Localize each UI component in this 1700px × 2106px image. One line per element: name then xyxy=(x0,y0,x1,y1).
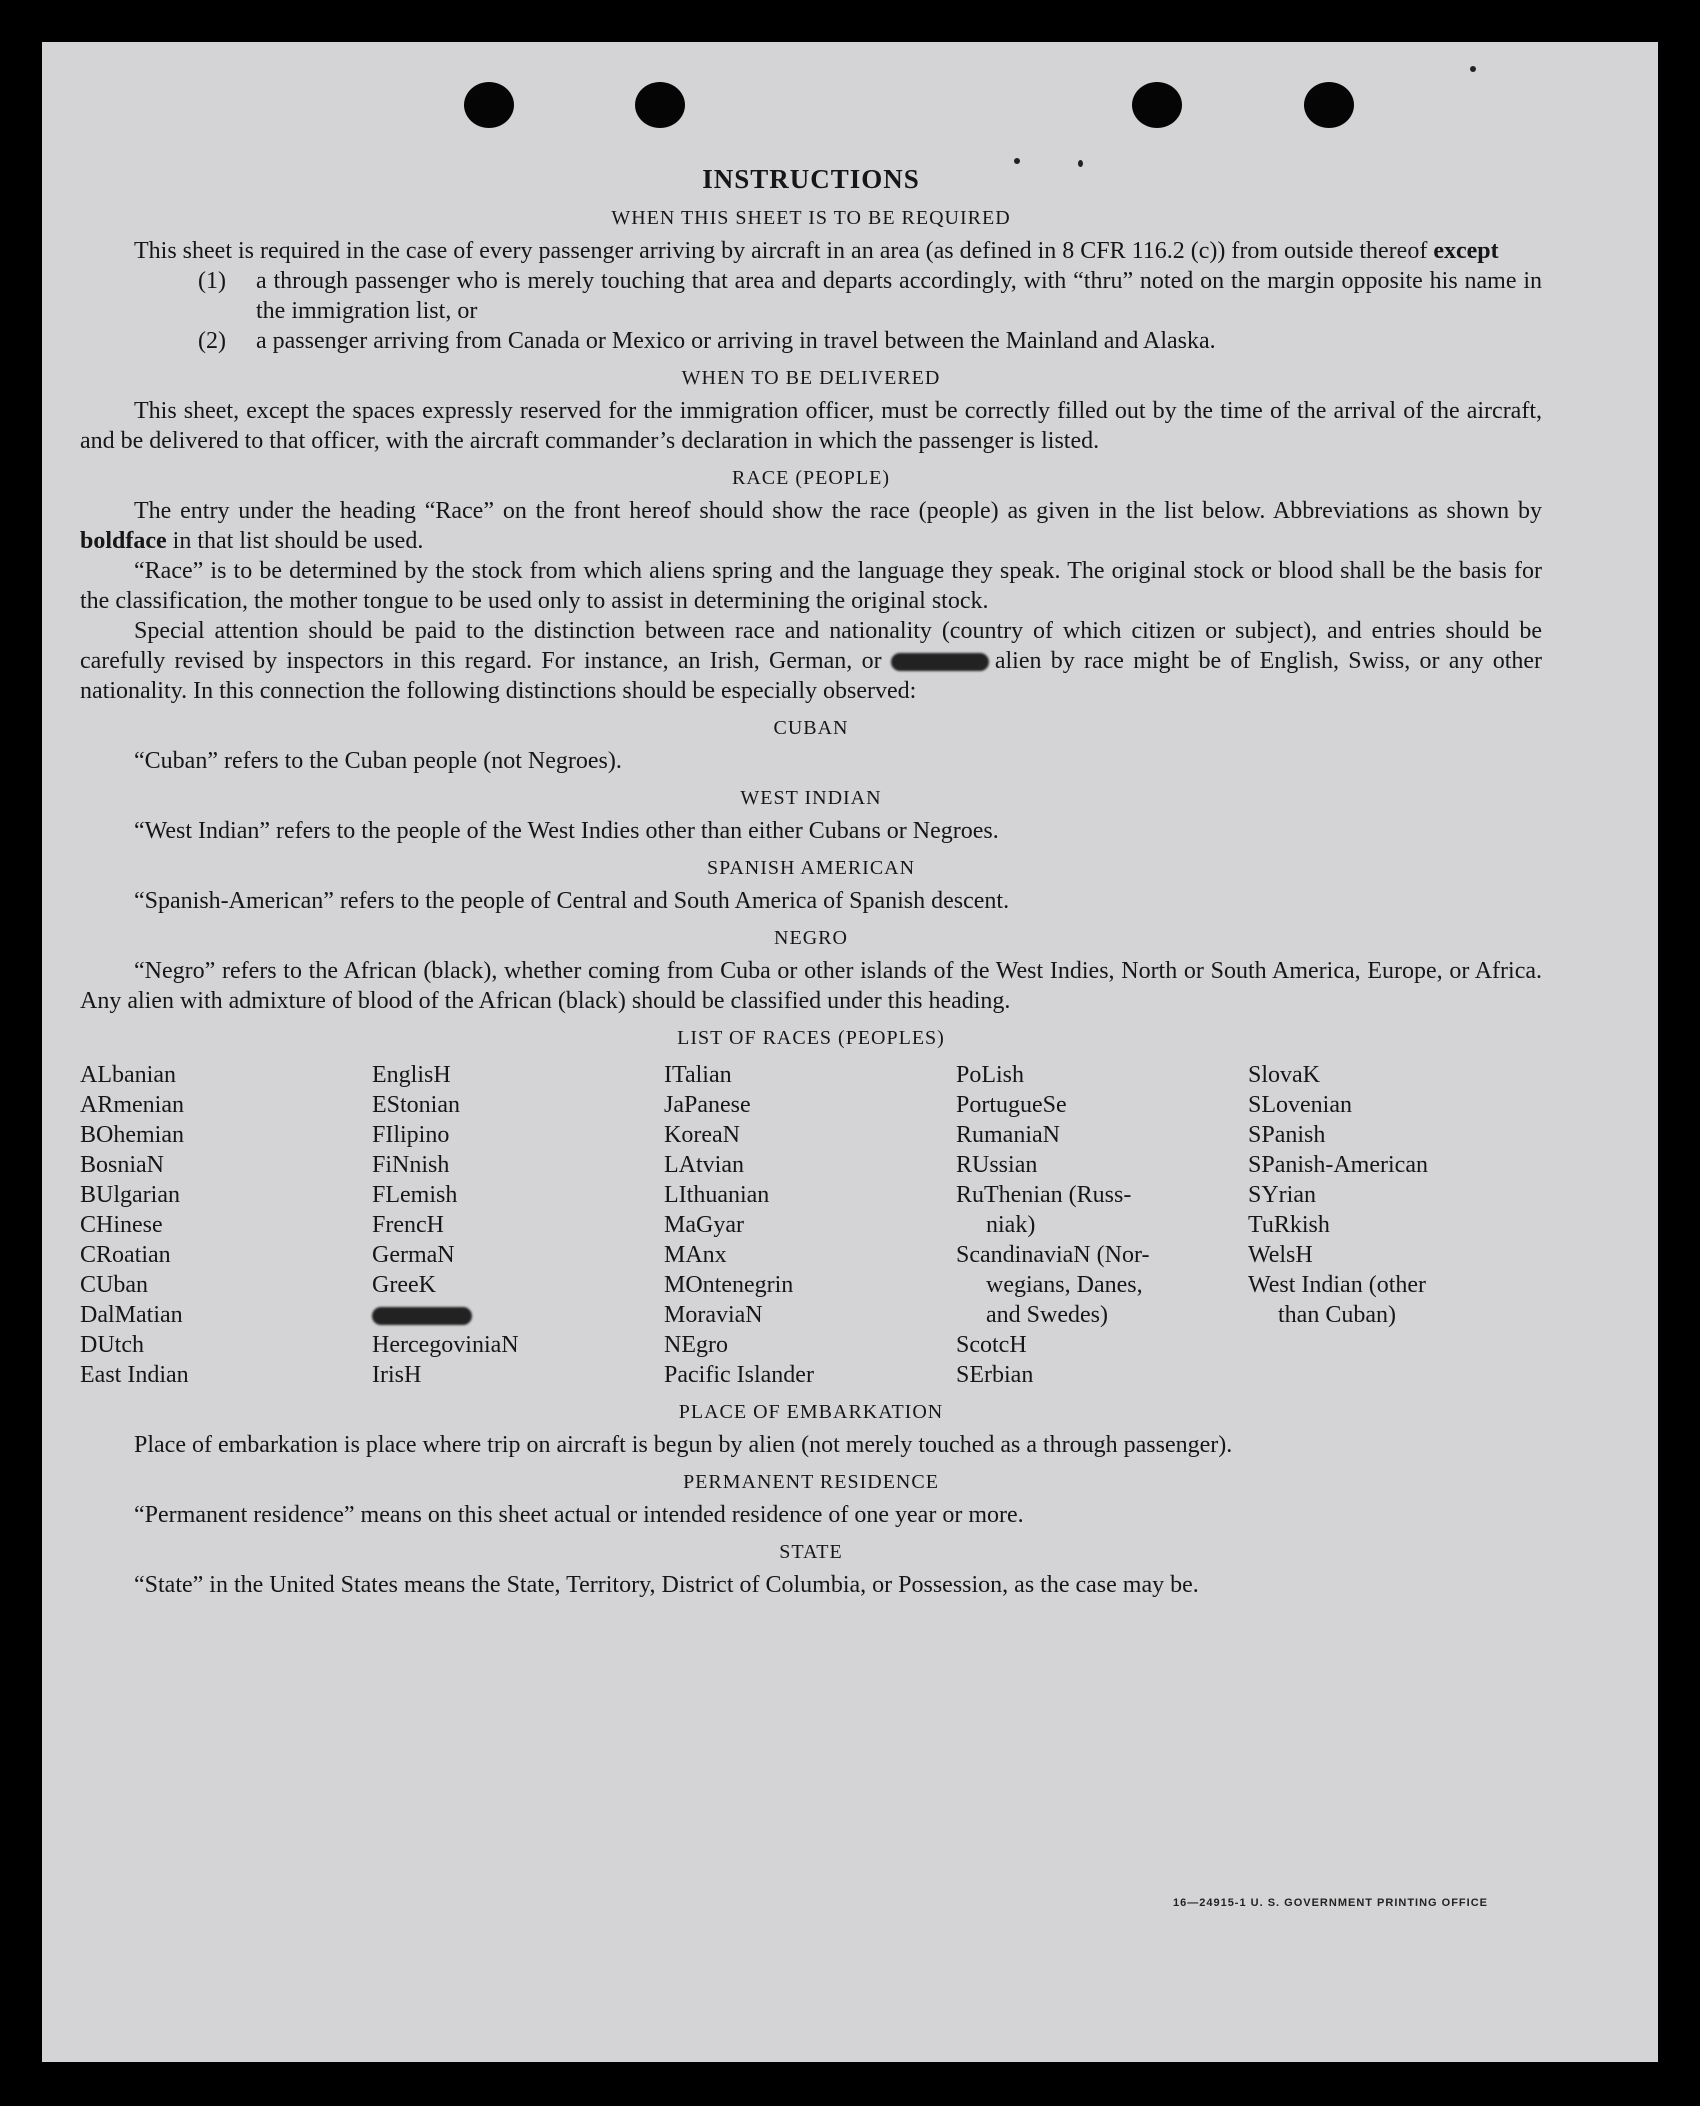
west-indian-text: “West Indian” refers to the people of the West Indies other than either Cubans or Negroes. xyxy=(134,818,999,844)
race-column xyxy=(956,1060,1248,1390)
race-column xyxy=(80,1060,372,1390)
race-entry: FLemish xyxy=(372,1182,458,1208)
speck xyxy=(1470,66,1476,72)
race-entry: FrencH xyxy=(372,1212,444,1238)
race-entry: SErbian xyxy=(956,1362,1034,1388)
race-entry: BUlgarian xyxy=(80,1182,180,1208)
heading-spanish-american: SPANISH AMERICAN xyxy=(706,857,916,879)
race-column xyxy=(372,1060,664,1390)
heading-cuban: CUBAN xyxy=(773,717,849,739)
race-entry: BosniaN xyxy=(80,1152,164,1178)
race-entry: FiNnish xyxy=(372,1152,450,1178)
race-entry-continued: than Cuban) xyxy=(1278,1302,1396,1328)
race-entry: East Indian xyxy=(80,1362,189,1388)
race-entry: HercegoviniaN xyxy=(372,1332,519,1358)
race-entry: SYrian xyxy=(1248,1182,1316,1208)
redaction-mark xyxy=(372,1307,472,1325)
race-entry: BOhemian xyxy=(80,1122,184,1148)
race-entry-continued: and Swedes) xyxy=(986,1302,1108,1328)
heading-permanent-residence: PERMANENT RESIDENCE xyxy=(683,1471,939,1493)
heading-west-indian: WEST INDIAN xyxy=(740,787,882,809)
race-entry: ALbanian xyxy=(80,1062,176,1088)
punch-hole xyxy=(464,82,514,128)
instructions-body xyxy=(80,162,1542,1600)
race-entry: MoraviaN xyxy=(664,1302,763,1328)
negro-text: “Negro” refers to the African (black), whether coming from Cuba or other islands of the West Indies, North or South America, Europe, or Africa. Any alien with admixture of blood of the African (black) should be classified under this heading. xyxy=(80,958,1542,1014)
punch-hole xyxy=(1304,82,1354,128)
exception-item: (2) a passenger arriving from Canada or Mexico or arriving in travel between the Mainland and Alaska. xyxy=(198,328,1216,354)
heading-when-delivered: WHEN TO BE DELIVERED xyxy=(681,367,941,389)
race-entry: CUban xyxy=(80,1272,148,1298)
race-paragraph-2: “Race” is to be determined by the stock from which aliens spring and the language they speak. The original stock or blood shall be the basis for the classification, the mother tongue to be used only to assist in determining the original stock. xyxy=(80,558,1542,614)
punch-hole xyxy=(1132,82,1182,128)
exception-item: (1) a through passenger who is merely touching that area and departs accordingly, with “thru” noted on the margin opposite his name in the immigration list, or xyxy=(198,268,1542,324)
race-entry: SPanish-American xyxy=(1248,1152,1428,1178)
heading-negro: NEGRO xyxy=(774,927,848,949)
race-entry: Pacific Islander xyxy=(664,1362,814,1388)
heading-when-required: WHEN THIS SHEET IS TO BE REQUIRED xyxy=(611,207,1011,229)
race-entry: SlovaK xyxy=(1248,1062,1320,1088)
printing-office-code: 16—24915-1 U. S. GOVERNMENT PRINTING OFFICE xyxy=(1172,1897,1488,1909)
race-entry: TuRkish xyxy=(1248,1212,1330,1238)
race-entry: RuThenian (Russ- xyxy=(956,1182,1132,1208)
race-entry: EStonian xyxy=(372,1092,460,1118)
race-entry: ITalian xyxy=(664,1062,732,1088)
when-required-intro: This sheet is required in the case of every passenger arriving by aircraft in an area (as defined in 8 CFR 116.2 (c)) from outside thereof except xyxy=(134,238,1499,264)
heading-race: RACE (PEOPLE) xyxy=(732,467,890,489)
residence-text: “Permanent residence” means on this sheet actual or intended residence of one year or more. xyxy=(134,1502,1024,1528)
race-entry: LAtvian xyxy=(664,1152,744,1178)
embarkation-text: Place of embarkation is place where trip on aircraft is begun by alien (not merely touched as a through passenger). xyxy=(134,1432,1233,1458)
punch-hole xyxy=(635,82,685,128)
race-entry: WelsH xyxy=(1248,1242,1313,1268)
race-entry: PortugueSe xyxy=(956,1092,1067,1118)
race-entry: DalMatian xyxy=(80,1302,183,1328)
spanish-american-text: “Spanish-American” refers to the people of Central and South America of Spanish descent. xyxy=(134,888,1010,914)
race-entry: West Indian (other xyxy=(1248,1272,1427,1298)
race-entry: CRoatian xyxy=(80,1242,171,1268)
race-entry: RumaniaN xyxy=(956,1122,1060,1148)
race-entry: ScandinaviaN (Nor- xyxy=(956,1242,1150,1268)
page-title: INSTRUCTIONS xyxy=(702,164,920,194)
race-entry: IrisH xyxy=(372,1362,422,1388)
heading-state: STATE xyxy=(779,1541,843,1563)
race-entry: ScotcH xyxy=(956,1332,1027,1358)
race-entry: CHinese xyxy=(80,1212,163,1238)
race-paragraph-1: The entry under the heading “Race” on the front hereof should show the race (people) as given in the list below. Abbreviations as shown by boldface in that list should be used. xyxy=(80,498,1542,554)
instruction-sheet xyxy=(42,42,1658,2062)
race-entry-redacted xyxy=(372,1300,664,1330)
race-entry: ARmenian xyxy=(80,1092,184,1118)
heading-list-of-races: LIST OF RACES (PEOPLES) xyxy=(677,1027,945,1049)
race-column xyxy=(664,1060,956,1390)
race-entry: SPanish xyxy=(1248,1122,1326,1148)
race-entry: GreeK xyxy=(372,1272,436,1298)
race-entry-continued: niak) xyxy=(986,1212,1036,1238)
race-entry: PoLish xyxy=(956,1062,1025,1088)
race-column xyxy=(1248,1060,1540,1390)
race-entry: NEgro xyxy=(664,1332,728,1358)
race-entry: DUtch xyxy=(80,1332,144,1358)
race-entry: KoreaN xyxy=(664,1122,740,1148)
race-entry: FIlipino xyxy=(372,1122,450,1148)
race-entry: JaPanese xyxy=(664,1092,751,1118)
race-entry: EnglisH xyxy=(372,1062,451,1088)
race-list xyxy=(80,1060,1542,1390)
when-delivered-text: This sheet, except the spaces expressly reserved for the immigration officer, must be correctly filled out by the time of the arrival of the aircraft, and be delivered to that officer, with the aircraft commander’s declaration in which the passenger is listed. xyxy=(80,398,1542,454)
cuban-text: “Cuban” refers to the Cuban people (not Negroes). xyxy=(134,748,622,774)
race-entry: GermaN xyxy=(372,1242,455,1268)
race-entry: MAnx xyxy=(664,1242,727,1268)
race-entry: MaGyar xyxy=(664,1212,744,1238)
race-entry: MOntenegrin xyxy=(664,1272,794,1298)
race-entry: LIthuanian xyxy=(664,1182,770,1208)
race-entry-continued: wegians, Danes, xyxy=(986,1272,1143,1298)
heading-embarkation: PLACE OF EMBARKATION xyxy=(678,1401,944,1423)
redaction-mark xyxy=(891,653,989,671)
state-text: “State” in the United States means the State, Territory, District of Columbia, or Possession, as the case may be. xyxy=(134,1572,1199,1598)
race-entry: RUssian xyxy=(956,1152,1038,1178)
race-paragraph-3: Special attention should be paid to the distinction between race and nationality (country of which citizen or subject), and entries should be carefully revised by inspectors in this regard. For instance, an Irish, German, or alien by race might be of English, Swiss, or any other nationality. In this connection the following distinctions should be especially observed: xyxy=(80,618,1543,704)
race-entry: SLovenian xyxy=(1248,1092,1352,1118)
